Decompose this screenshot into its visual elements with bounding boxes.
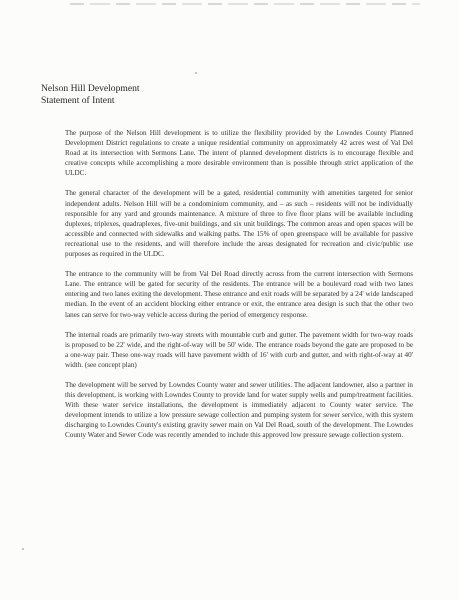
scan-speck: [22, 548, 24, 550]
document-subtitle: Statement of Intent: [41, 95, 115, 106]
scan-artifact-top: [70, 3, 420, 5]
paragraph-utilities: The development will be served by Lowndes County water and sewer utilities. The adjacent landowner, also a partner in this development, is working with Lowndes County to provide land for water supply wells and pump/treatment facilities. With these water service installations, the development is immediately adjacent to County water service. The development intends to utilize a low pressure sewage collection and pumping system for sewer service, with this system discharging to Lowndes County's existing gravity sewer main on Val Del Road, south of the development. The Lowndes County Water and Sewer Code was recently amended to include this approved low pressure sewage collection system.: [65, 380, 413, 440]
paragraph-internal-roads: The internal roads are primarily two-way streets with mountable curb and gutter. The pavement width for two-way roads is proposed to be 22' wide, and the right-of-way will be 50' wide. The entrance roads beyond the gate are proposed to be a one-way pair. These one-way roads will have pavement width of 16' with curb and gutter, and with right-of-way at 40' width. (see concept plan): [65, 330, 413, 369]
paragraph-purpose: The purpose of the Nelson Hill development is to utilize the flexibility provided by the Lowndes County Planned Development District regulations to create a unique residential community on approximately 42 acres west of Val Del Road at its intersection with Sermons Lane. The intent of planned development districts is to encourage flexible and creative concepts while accomplishing a more desirable environment than is possible through strict application of the ULDC.: [65, 129, 413, 178]
scan-speck: [195, 72, 197, 74]
document-title: Nelson Hill Development: [41, 83, 140, 94]
document-heading: [41, 83, 140, 107]
document-body: [65, 128, 413, 451]
paragraph-entrance: The entrance to the community will be from Val Del Road directly across from the current intersection with Sermons Lane. The entrance will be gated for security of the residents. The entrance will be a boulevard road with two lanes entering and two lanes exiting the development. These entrance and exit roads will be separated by a 24' wide landscaped median. In the event of an accident blocking either entrance or exit, the entrance area design is such that the other two lanes can serve for two-way vehicle access during the period of emergency response.: [65, 270, 413, 319]
paragraph-general-character: The general character of the development will be a gated, residential community with amenities targeted for senior independent adults. Nelson Hill will be a condominium community, and – as such – residents will not be individually responsible for any yard and grounds maintenance. A mixture of three to five floor plans will be available including duplexes, triplexes, quadraplexes, five-unit buildings, and six unit buildings. The common areas and open spaces will be accessible and connected with sidewalks and walking paths. The 15% of open greenspace will be available for passive recreational use to the residents, and will therefore include the areas designated for recreation and civic/public use purposes as required in the ULDC.: [65, 189, 413, 259]
